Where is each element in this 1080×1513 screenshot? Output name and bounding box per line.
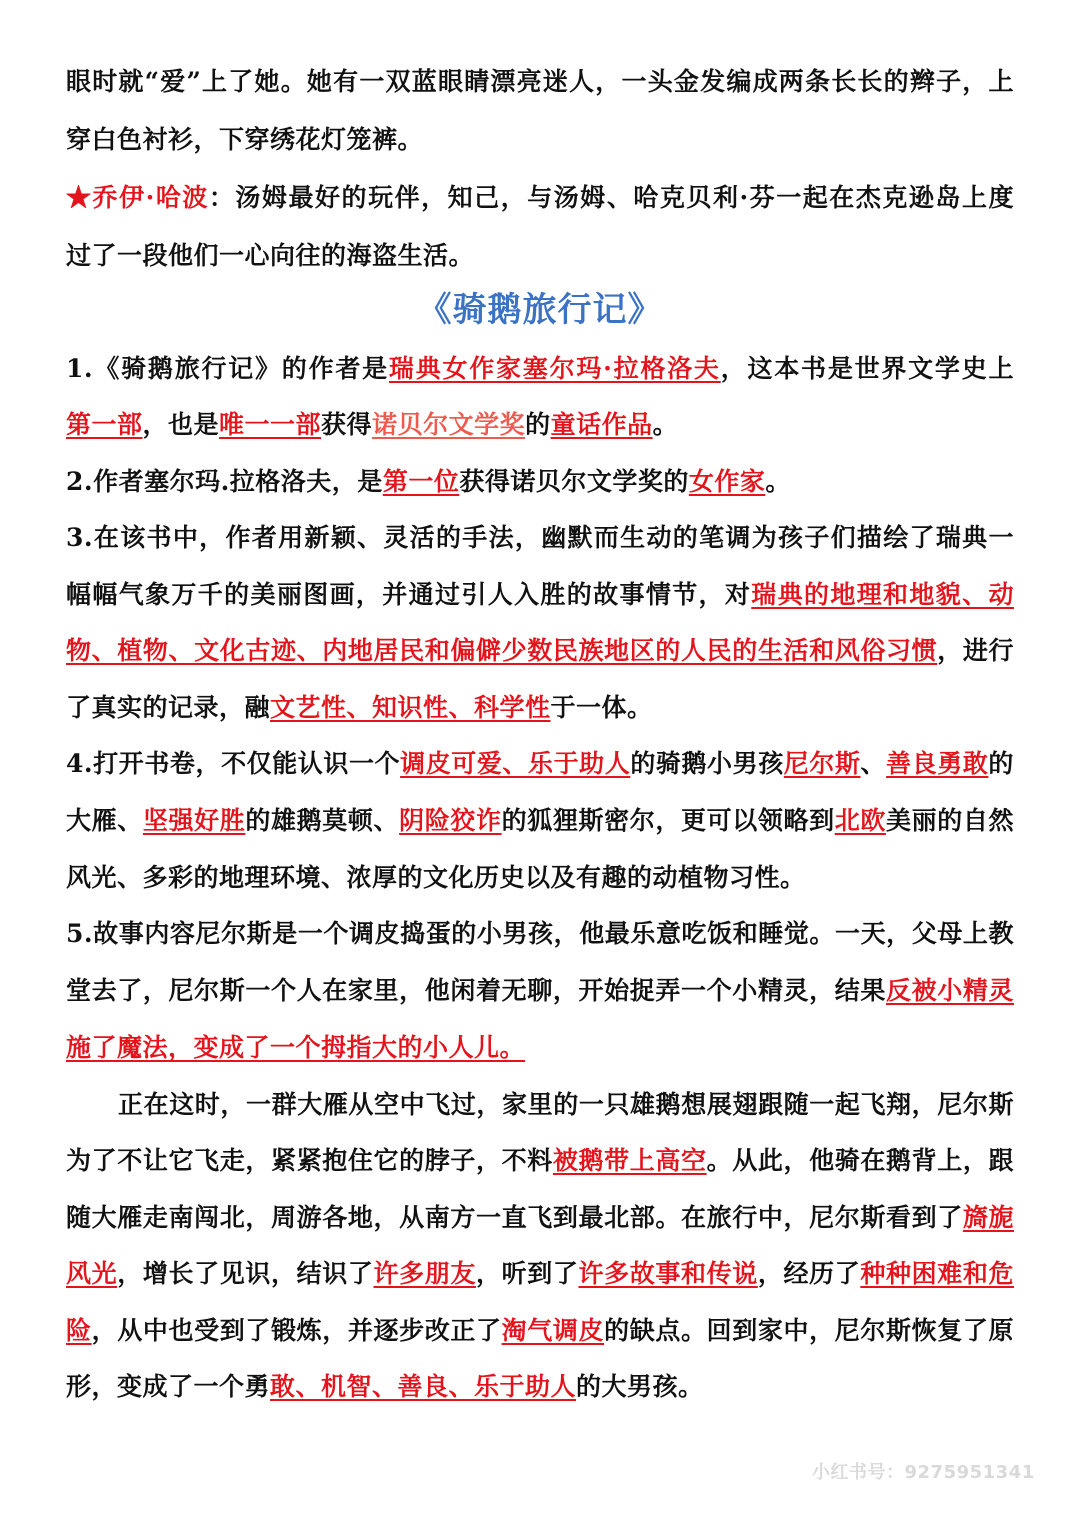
point-4-line-3: 风光、多彩的地理环境、浓厚的文化历史以及有趣的动植物习性。 xyxy=(66,863,806,892)
point-3-line-3: 物、植物、文化古迹、内地居民和偏僻少数民族地区的人民的生活和风俗习惯，进行 xyxy=(66,636,1014,665)
point-4-line-2: 大雁、坚强好胜的雄鹅莫顿、阴险狡诈的狐狸斯密尔，更可以领略到北欧美丽的自然 xyxy=(66,806,1014,835)
point-1-line-2: 第一部，也是唯一一部获得诺贝尔文学奖的童话作品。 xyxy=(66,410,679,439)
point-1-line-1: 1.《骑鹅旅行记》的作者是瑞典女作家塞尔玛·拉格洛夫，这本书是世界文学史上 xyxy=(66,354,1014,383)
point-3-line-4: 了真实的记录，融文艺性、知识性、科学性于一体。 xyxy=(66,693,653,722)
point-5-line-2: 堂去了，尼尔斯一个人在家里，他闲着无聊，开始捉弄一个小精灵，结果反被小精灵 xyxy=(66,976,1014,1005)
point-3-line-2: 幅幅气象万千的美丽图画，并通过引人入胜的故事情节，对瑞典的地理和地貌、动 xyxy=(66,580,1014,609)
point-2-line-1: 2.作者塞尔玛.拉格洛夫，是第一位获得诺贝尔文学奖的女作家。 xyxy=(66,467,791,496)
character-name: ★乔伊·哈波 xyxy=(66,183,209,212)
story-line-6: 形，变成了一个勇敢、机智、善良、乐于助人的大男孩。 xyxy=(66,1372,704,1401)
story-line-5: 险，从中也受到了锻炼，并逐步改正了淘气调皮的缺点。回到家中，尼尔斯恢复了原 xyxy=(66,1316,1014,1345)
story-line-3: 随大雁走南闯北，周游各地，从南方一直飞到最北部。在旅行中，尼尔斯看到了旖旎 xyxy=(66,1203,1014,1232)
watermark: 小红书号：9275951341 xyxy=(812,1462,1035,1483)
text-line: 穿白色衬衫，下穿绣花灯笼裤。 xyxy=(66,125,424,154)
character-entry-joe: ★乔伊·哈波：汤姆最好的玩伴，知己，与汤姆、哈克贝利·芬一起在杰克逊岛上度 xyxy=(66,183,1014,212)
story-line-2: 为了不让它飞走，紧紧抱住它的脖子，不料被鹅带上高空。从此，他骑在鹅背上，跟 xyxy=(66,1146,1014,1175)
point-5-line-1: 5.故事内容尼尔斯是一个调皮捣蛋的小男孩，他最乐意吃饭和睡觉。一天，父母上教 xyxy=(66,919,1014,948)
point-5-line-3: 施了魔法，变成了一个拇指大的小人儿。 xyxy=(66,1033,526,1062)
story-line-4: 风光，增长了见识，结识了许多朋友，听到了许多故事和传说，经历了种种困难和危 xyxy=(66,1259,1014,1288)
point-3-line-1: 3.在该书中，作者用新颖、灵活的手法，幽默而生动的笔调为孩子们描绘了瑞典一 xyxy=(66,523,1014,552)
point-4-line-1: 4.打开书卷，不仅能认识一个调皮可爱、乐于助人的骑鹅小男孩尼尔斯、善良勇敢的 xyxy=(66,749,1014,778)
text-line: 过了一段他们一心向往的海盗生活。 xyxy=(66,241,475,270)
story-line-1: 正在这时，一群大雁从空中飞过，家里的一只雄鹅想展翅跟随一起飞翔，尼尔斯 xyxy=(118,1090,1014,1119)
text-line: 眼时就“爱”上了她。她有一双蓝眼睛漂亮迷人，一头金发编成两条长长的辫子，上 xyxy=(66,67,1014,96)
section-title: 《骑鹅旅行记》 xyxy=(417,290,663,330)
